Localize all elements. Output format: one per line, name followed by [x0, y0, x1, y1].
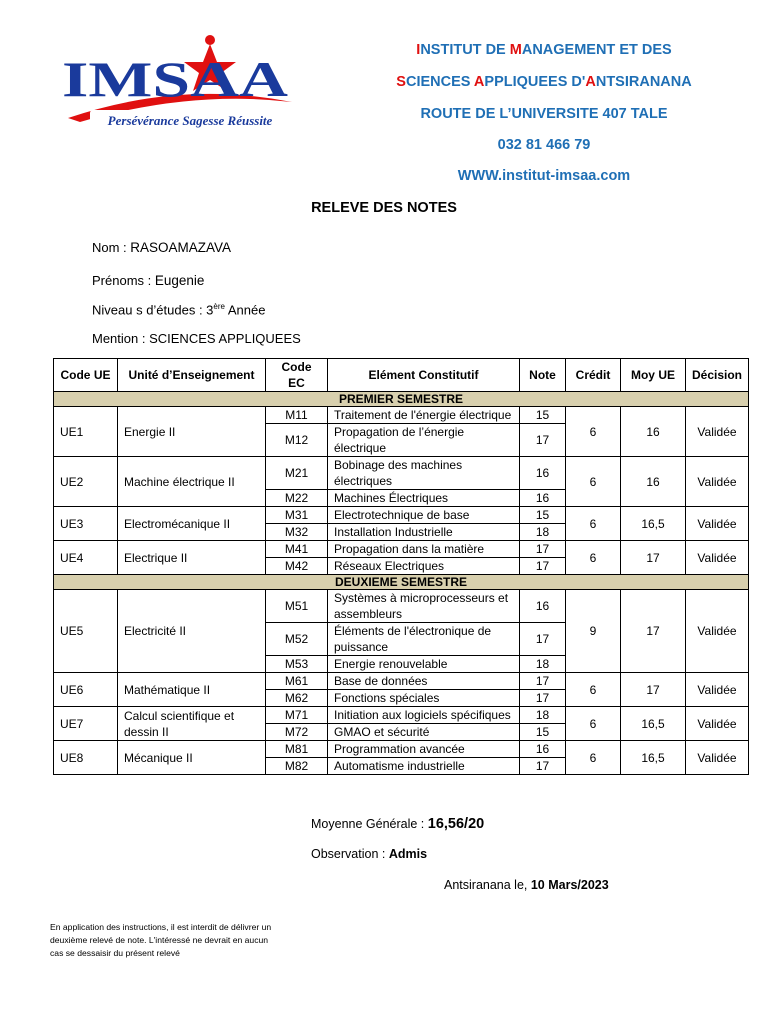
- nom-label: Nom :: [92, 240, 131, 255]
- place-date-row: [444, 878, 609, 892]
- ec-name: Fonctions spéciales: [328, 690, 520, 707]
- ec-code: M52: [266, 623, 328, 656]
- ue-code: UE4: [54, 541, 118, 575]
- moyenne-label: Moyenne Générale :: [311, 817, 428, 831]
- ue-code: UE6: [54, 673, 118, 707]
- ec-name: Programmation avancée: [328, 741, 520, 758]
- ue-decision: Validée: [686, 590, 749, 673]
- ec-name: Bobinage des machines électriques: [328, 457, 520, 490]
- ue-credit: 6: [566, 541, 621, 575]
- ec-note: 15: [520, 507, 566, 524]
- niveau-sup: ère: [213, 302, 225, 311]
- ec-code: M62: [266, 690, 328, 707]
- moyenne-value: 16,56/20: [427, 816, 485, 832]
- grades-table-body: [54, 392, 749, 775]
- student-mention-row: [92, 331, 301, 346]
- ue-average: 16: [621, 457, 686, 507]
- column-header: Code EC: [266, 359, 328, 392]
- logo-wordmark: IMSAA: [62, 51, 288, 107]
- observation-label: Observation :: [311, 847, 389, 861]
- ue-name: Electromécanique II: [118, 507, 266, 541]
- ec-note: 17: [520, 623, 566, 656]
- ec-name: Base de données: [328, 673, 520, 690]
- ec-note: 16: [520, 490, 566, 507]
- mention-label: Mention :: [92, 331, 150, 346]
- ec-note: 18: [520, 524, 566, 541]
- ue-average: 16,5: [621, 741, 686, 775]
- ec-code: M41: [266, 541, 328, 558]
- ue-average: 16: [621, 407, 686, 457]
- ec-name: Éléments de l'électronique de puissance: [328, 623, 520, 656]
- institute-name-part: NTSIRANANA: [595, 74, 692, 90]
- table-row: [54, 741, 749, 758]
- semester-row: [54, 575, 749, 590]
- table-row: [54, 541, 749, 558]
- ue-average: 17: [621, 673, 686, 707]
- table-row: [54, 457, 749, 490]
- ue-name: Electricité II: [118, 590, 266, 673]
- ec-note: 17: [520, 424, 566, 457]
- institute-website: WWW.institut-imsaa.com: [457, 168, 631, 184]
- ec-note: 18: [520, 707, 566, 724]
- ec-name: Energie renouvelable: [328, 656, 520, 673]
- place-date-label: Antsiranana le,: [444, 878, 531, 892]
- date-value: 10 Mars/2023: [530, 878, 609, 892]
- institute-name-line1: [330, 42, 758, 58]
- institute-name-part: NSTITUT DE: [420, 42, 510, 58]
- ue-code: UE7: [54, 707, 118, 741]
- ue-credit: 6: [566, 673, 621, 707]
- ec-name: Automatisme industrielle: [328, 758, 520, 775]
- institute-initial-letter: I: [416, 42, 421, 58]
- ec-code: M82: [266, 758, 328, 775]
- ec-code: M81: [266, 741, 328, 758]
- moyenne-row: [311, 816, 484, 832]
- ue-decision: Validée: [686, 507, 749, 541]
- institute-name-part: PPLIQUEES D': [484, 74, 586, 90]
- ec-note: 17: [520, 673, 566, 690]
- semester-title: DEUXIEME SEMESTRE: [54, 575, 749, 590]
- institute-name-line2: [330, 74, 758, 90]
- ue-decision: Validée: [686, 407, 749, 457]
- ec-code: M22: [266, 490, 328, 507]
- prenoms-label: Prénoms :: [92, 273, 155, 288]
- ue-credit: 6: [566, 507, 621, 541]
- ec-note: 17: [520, 690, 566, 707]
- ec-note: 16: [520, 741, 566, 758]
- ec-code: M31: [266, 507, 328, 524]
- institute-address: ROUTE DE L’UNIVERSITE 407 TALE: [420, 106, 668, 122]
- ec-code: M21: [266, 457, 328, 490]
- student-mention: SCIENCES APPLIQUEES: [149, 331, 301, 346]
- footer-note: En application des instructions, il est interdit de délivrer un deuxième relevé de note. L'intéressé ne devrait en aucun cas se dessaisir du présent relevé: [50, 922, 272, 958]
- ue-code: UE5: [54, 590, 118, 673]
- institute-initial-letter: A: [585, 74, 596, 90]
- observation-value: Admis: [388, 847, 428, 861]
- logo-slogan: Persévérance Sagesse Réussite: [107, 113, 273, 128]
- ue-name: Mécanique II: [118, 741, 266, 775]
- document-title: RELEVE DES NOTES: [311, 200, 457, 216]
- column-header: Unité d’Enseignement: [118, 359, 266, 392]
- semester-row: [54, 392, 749, 407]
- ue-credit: 6: [566, 707, 621, 741]
- ue-decision: Validée: [686, 673, 749, 707]
- column-header: Elément Constitutif: [328, 359, 520, 392]
- column-header: Note: [520, 359, 566, 392]
- ec-note: 17: [520, 558, 566, 575]
- institute-phone: 032 81 466 79: [497, 137, 591, 153]
- table-row: [54, 590, 749, 623]
- student-name-row: [92, 240, 231, 255]
- ue-decision: Validée: [686, 707, 749, 741]
- ue-average: 16,5: [621, 507, 686, 541]
- student-prenoms-row: [92, 273, 204, 288]
- ue-name: Energie II: [118, 407, 266, 457]
- observation-row: [311, 847, 427, 861]
- semester-title: PREMIER SEMESTRE: [54, 392, 749, 407]
- ec-name: Traitement de l'énergie électrique: [328, 407, 520, 424]
- ec-name: Propagation de l’énergie électrique: [328, 424, 520, 457]
- table-row: [54, 673, 749, 690]
- ec-note: 17: [520, 758, 566, 775]
- ue-code: UE1: [54, 407, 118, 457]
- ec-code: M71: [266, 707, 328, 724]
- ue-credit: 9: [566, 590, 621, 673]
- institute-initial-letter: A: [473, 74, 485, 90]
- niveau-label: Niveau s d’études : 3: [92, 302, 214, 318]
- ue-average: 17: [621, 541, 686, 575]
- ec-note: 16: [520, 457, 566, 490]
- ec-name: Electrotechnique de base: [328, 507, 520, 524]
- institute-initial-letter: S: [396, 74, 406, 90]
- ec-code: M72: [266, 724, 328, 741]
- ec-code: M51: [266, 590, 328, 623]
- ue-name: Electrique II: [118, 541, 266, 575]
- ue-credit: 6: [566, 741, 621, 775]
- ue-code: UE2: [54, 457, 118, 507]
- ue-credit: 6: [566, 457, 621, 507]
- student-niveau-row: [92, 302, 265, 317]
- ec-code: M12: [266, 424, 328, 457]
- table-row: [54, 707, 749, 724]
- ec-code: M11: [266, 407, 328, 424]
- ue-credit: 6: [566, 407, 621, 457]
- ec-name: Installation Industrielle: [328, 524, 520, 541]
- ec-code: M53: [266, 656, 328, 673]
- ue-code: UE8: [54, 741, 118, 775]
- institute-name-part: ANAGEMENT ET DES: [521, 42, 672, 58]
- ec-name: GMAO et sécurité: [328, 724, 520, 741]
- institute-name-part: CIENCES: [405, 74, 474, 90]
- ec-code: M61: [266, 673, 328, 690]
- ue-decision: Validée: [686, 541, 749, 575]
- column-header: Décision: [686, 359, 749, 392]
- ue-average: 17: [621, 590, 686, 673]
- ec-name: Initiation aux logiciels spécifiques: [328, 707, 520, 724]
- ue-name: Mathématique II: [118, 673, 266, 707]
- ec-note: 16: [520, 590, 566, 623]
- column-header: Moy UE: [621, 359, 686, 392]
- ue-code: UE3: [54, 507, 118, 541]
- ec-note: 15: [520, 407, 566, 424]
- table-row: [54, 507, 749, 524]
- niveau-rest: Année: [224, 302, 266, 318]
- column-header: Crédit: [566, 359, 621, 392]
- ec-code: M42: [266, 558, 328, 575]
- ec-name: Systèmes à microprocesseurs et assembleurs: [328, 590, 520, 623]
- column-header: Code UE: [54, 359, 118, 392]
- student-prenoms: Eugenie: [154, 273, 205, 288]
- ec-name: Réseaux Electriques: [328, 558, 520, 575]
- ue-decision: Validée: [686, 457, 749, 507]
- institute-logo: [60, 30, 300, 140]
- institute-initial-letter: M: [509, 42, 522, 58]
- ec-note: 17: [520, 541, 566, 558]
- ue-name: Machine électrique II: [118, 457, 266, 507]
- ec-code: M32: [266, 524, 328, 541]
- table-header-row: [54, 359, 749, 392]
- ec-note: 15: [520, 724, 566, 741]
- student-nom: RASOAMAZAVA: [130, 240, 232, 255]
- ec-note: 18: [520, 656, 566, 673]
- ec-name: Machines Électriques: [328, 490, 520, 507]
- ue-name: Calcul scientifique et dessin II: [118, 707, 266, 741]
- grades-table: [53, 358, 749, 775]
- ue-decision: Validée: [686, 741, 749, 775]
- ue-average: 16,5: [621, 707, 686, 741]
- table-row: [54, 407, 749, 424]
- ec-name: Propagation dans la matière: [328, 541, 520, 558]
